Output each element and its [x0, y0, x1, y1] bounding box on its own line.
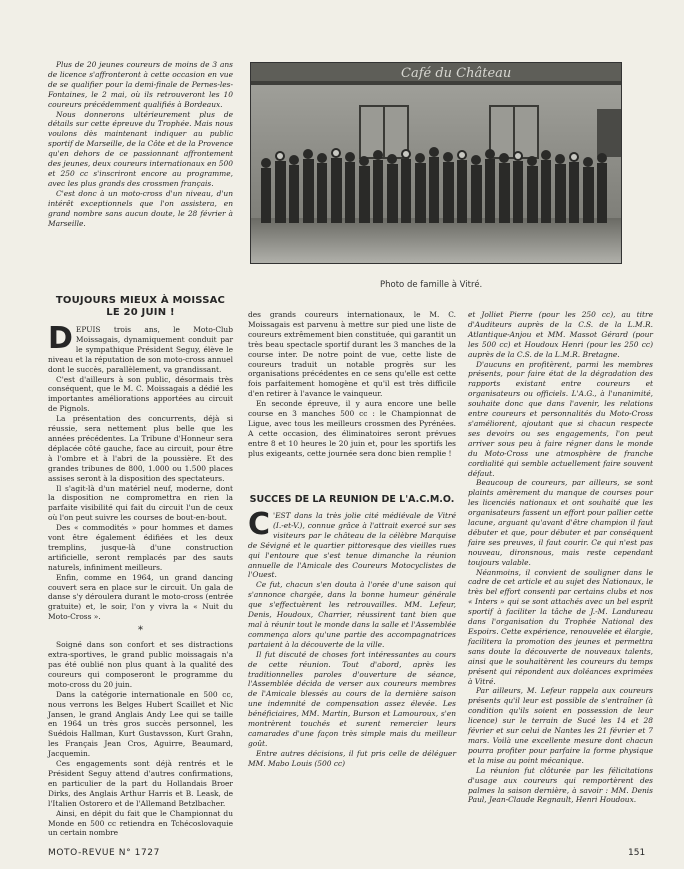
article-paragraph: Par ailleurs, M. Lefeur rappela aux coureurs présents qu'il leur est possible de s'entraîner (à condition qu'ils soient en possession de leur licence) sur le terrain de Sucé les 14 et 28 février et sur celui de Nantes les 21 février et 7 mars. Voilà une excellente mesure dont chacun pourra profiter pour parfaire la forme physique et la mise au point mécanique.: [468, 686, 653, 765]
article-paragraph: Des « commodités » pour hommes et dames vont être également édifiées et les deux tremplins, jusque-là d'une construction artificielle, seront remplacés par des sauts naturels, infiniment meilleurs.: [48, 523, 233, 572]
photo-shop-sign: Café du Château: [401, 66, 512, 81]
article-paragraph: et Jolliet Pierre (pour les 250 cc), au titre d'Auditeurs auprès de la C.S. de la L.M.R. Atlantique-Anjou et MM. Massot Gérard (pour les 500 cc) et Houdoux Henri (pour les 250 cc) auprès de la C.S. de la L.M.R. Bretagne.: [468, 310, 653, 359]
article-paragraph: Soigné dans son confort et ses distractions extra-sportives, le grand public moissagais n'a pas été oublié non plus quant à la qualité des coureurs qui composeront le programme du moto-cross du 20 juin.: [48, 640, 233, 689]
article-acmo-column: [248, 494, 456, 769]
intro-paragraph: C'est donc à un moto-cross d'un niveau, d'un intérêt exceptionnels que l'on assistera, en grand nombre sans aucun doute, le 28 février à Marseille.: [48, 188, 233, 228]
article-paragraph: Enfin, comme en 1964, un grand dancing couvert sera en place sur le circuit. Un gala de danse s'y déroulera durant le moto-cross (entrée gratuite) et, le soir, l'on y vivra la « Nuit du Moto-Cross ».: [48, 572, 233, 622]
section-separator-star: *: [138, 625, 143, 637]
intro-column: [48, 60, 233, 228]
article-paragraph: Ces engagements sont déjà rentrés et le Président Seguy attend d'autres confirmations, en particulier de la part du Hollandais Broer Dirks, des Anglais Arthur Harris et B. Leask, de l'Italien Ostorero et de l'Allemand Betzlbacher.: [48, 759, 233, 808]
article-paragraph: La présentation des concurrents, déjà si réussie, sera nettement plus belle que les années précédentes. La Tribune d'Honneur sera déplacée côté gauche, face au circuit, pour être à l'ombre et à l'abri de la poussière. Et des grandes tribunes de 800, 1.000 ou 1.500 places assises seront à la disposition des spectateurs.: [48, 414, 233, 483]
article-paragraph: Il fut discuté de choses fort intéressantes au cours de cette réunion. Tout d'abord, après les traditionnelles paroles d'ouverture de séance, l'Assemblée décida de verser aux coureurs membres de l'Amicale blessés au cours de la dernière saison une indemnité de compensation assez élevée. Les bénéficiaires, MM. Martin, Burson et Lamouroux, s'en montrèrent touchés et surent remercier leurs camarades d'une façon très simple mais du meilleur goût.: [248, 649, 456, 748]
article-paragraph: D'aucuns en profitèrent, parmi les membres présents, pour faire état de la dégradation des rapports existant entre coureurs et organisateurs ou officiels. L'A.G., à l'unanimité, souhaite donc que dans l'avenir, les relations entre coureurs et personnalités du Moto-Cross s'améliorent, ajoutant que si chacun respecte ses devoirs ou ses engagements, l'on peut arriver sous peu à faire régner dans le monde du Moto-Cross une atmosphère de franche cordialité qui semble actuellement faire souvent défaut.: [468, 359, 653, 478]
article-paragraph: En seconde épreuve, il y aura encore une belle course en 3 manches 500 cc : le Championnat de Ligue, avec tous les meilleurs crossmen des Pyrénées. A cette occasion, des éliminatoires seront prévues entre 8 et 10 heures le 20 juin et, pour les sportifs les plus exigeants, cette journée sera donc bien remplie !: [248, 399, 456, 458]
article-paragraph: Néanmoins, il convient de souligner dans le cadre de cet article et au sujet des Nationaux, le très bel effort consenti par certains clubs et nos « Inters » qui se sont attachés avec un bel esprit sportif à faciliter la tâche de J.-M. Landureau dans l'organisation du Trophée National des Espoirs. Cette expérience, renouvelée et élargie, facilitera la promotion des jeunes et permettra sans doute la découverte de nouveaux talents, ainsi que le souhaitèrent les coureurs du temps présent qui répondent aux doléances exprimées à Vitré.: [468, 567, 653, 686]
drop-cap: C: [248, 507, 271, 542]
article-paragraph: Il s'agit-là d'un matériel neuf, moderne, dont la disposition ne compromettra en rien la parfaite visibilité qui fait du circuit l'un de ceux où l'on peut suivre les courses de bout-en-bout.: [48, 483, 233, 523]
article-moissac-column: [48, 295, 233, 838]
article-moissac-continued: [248, 310, 456, 459]
photo-caption: Photo de famille à Vitré.: [380, 280, 483, 290]
article-paragraph: C 'EST dans la très jolie cité médiévale de Vitré (I.-et-V.), connue grâce à l'attrait exercé sur ses visiteurs par le château de la célèbre Marquise de Sévigné et le quartier pittoresque des vieilles rues qui l'entoure que s'est tenue dimanche la réunion annuelle de l'Amicale des Coureurs Motocyclistes de l'Ouest.: [248, 507, 456, 580]
drop-cap: D: [48, 321, 73, 356]
article-acmo-continued: [468, 310, 653, 805]
article-paragraph: Ce fut, chacun s'en douta à l'orée d'une saison qui s'annonce chargée, dans la bonne humeur générale que s'effectuèrent les retrouvailles. MM. Lefeur, Denis, Houdoux, Charrier, réussirent tant bien que mal à réunir tout le monde dans la salle et l'Assemblée commença alors qu'une partie des accompagnatrices partaient à la découverte de la ville.: [248, 580, 456, 649]
page-number: 151: [628, 848, 646, 858]
article-paragraph: des grands coureurs internationaux, le M. C. Moissagais est parvenu à mettre sur pied une liste de coureurs extrêmement bien constituée, qui garantit un très beau spectacle sportif durant les 3 manches de la course inter. De notre point de vue, cette liste de coureurs traduit un notable progrès sur les organisations précédentes en ce sens qu'elle est cette fois parfaitement homogène et qu'il est très difficile d'en retirer à l'avance le vainqueur.: [248, 310, 456, 399]
article-paragraph: Ainsi, en dépit du fait que le Championnat du Monde en 500 cc retiendra en Tchécoslovaquie un certain nombre: [48, 808, 233, 838]
headline-moissac: TOUJOURS MIEUX À MOISSAC LE 20 JUIN !: [55, 295, 226, 318]
group-photo: [250, 62, 622, 264]
article-paragraph: Dans la catégorie internationale en 500 cc, nous verrons les Belges Hubert Scaillet et Nic Jansen, le grand Anglais Andy Lee qui se taille en 1964 un très gros succès personnel, les Suédois Hallman, Kurt Gustavsson, Kurt Grahn, les Français Jean Cros, Aguirre, Beaumard, Jacquemin.: [48, 689, 233, 759]
intro-paragraph: Plus de 20 jeunes coureurs de moins de 3 ans de licence s'affronteront à cette occasion en vue de se qualifier pour la demi-finale de Pernes-les-Fontaines, le 2 mai, où ils retrouveront les 10 coureurs précédemment qualifiés à Bordeaux.: [48, 60, 233, 109]
intro-paragraph: Nous donnerons ultérieurement plus de détails sur cette épreuve du Trophée. Mais nous voulons dès maintenant indiquer au public sportif de Marseille, de la Côte et de la Provence qu'en dehors de ce passionnant affrontement des jeunes, deux coureurs internationaux en 500 et 250 cc s'inscriront encore au programme, avec les plus grands des crossmen français.: [48, 109, 233, 188]
group-photo-image: [251, 63, 621, 263]
article-paragraph: La réunion fut clôturée par les félicitations d'usage aux coureurs qui remportèrent des palmes la saison dernière, à savoir : MM. Denis Paul, Jean-Claude Regnault, Henri Houdoux.: [468, 765, 653, 805]
headline-acmo: SUCCES DE LA REUNION DE L'A.C.M.O.: [249, 494, 455, 505]
article-paragraph: C'est d'ailleurs à son public, désormais très conséquent, que le M. C. Moissagais a dédié les importantes améliorations apportées au circuit de Pignols.: [48, 374, 233, 414]
article-paragraph: Beaucoup de coureurs, par ailleurs, se sont plaints amèrement du manque de courses pour les licenciés nationaux et ont souhaité que les organisateurs fassent un effort pour pallier cette lacune, arguant qu'avant d'être champion il faut débuter et que, pour débuter et par conséquent faire ses preuves, il faut courir. Ce qui n'est pas nouveau, dironsnous, mais reste cependant toujours valable.: [468, 478, 653, 567]
article-paragraph: DEPUIS trois ans, le Moto-Club Moissagais, dynamiquement conduit par le sympathique Président Seguy, élève le niveau et la réputation de son moto-cross annuel dont le succès, parallèlement, va grandissant.: [48, 321, 233, 374]
magazine-footer-title: MOTO-REVUE N° 1727: [48, 848, 160, 858]
article-paragraph: Entre autres décisions, il fut pris celle de déléguer MM. Mabo Louis (500 cc): [248, 748, 456, 768]
